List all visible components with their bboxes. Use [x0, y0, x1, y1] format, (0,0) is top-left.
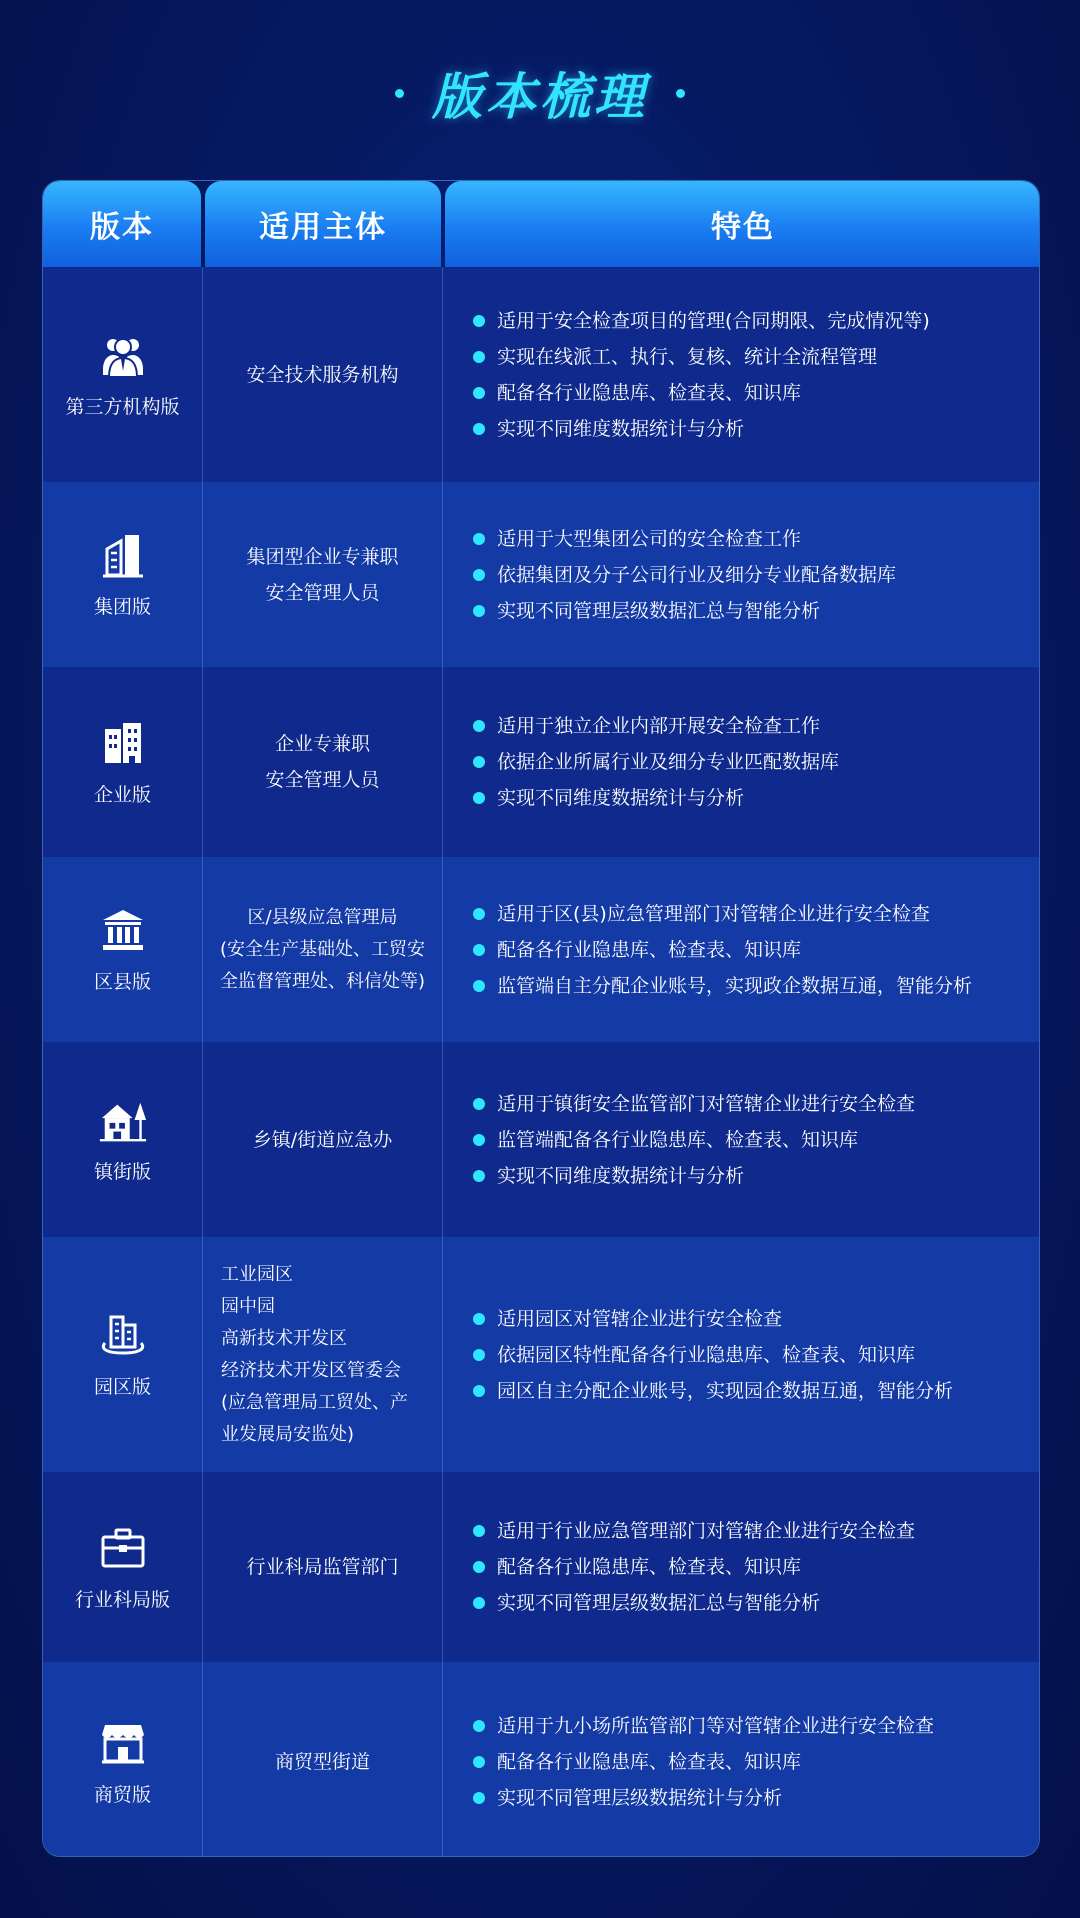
subject-line: 全监督管理处、科信处等) [219, 970, 426, 992]
feature-item [473, 521, 896, 557]
office-building-icon [98, 718, 148, 768]
subject-cell [203, 1237, 443, 1472]
features-list [473, 1513, 915, 1621]
title-dot-right [676, 89, 685, 98]
table-row [43, 1662, 1040, 1857]
features-cell [443, 1237, 1040, 1472]
subject-line: 行业科局监管部门 [246, 1556, 399, 1578]
feature-text: 实现不同管理层级数据汇总与智能分析 [497, 1592, 821, 1614]
version-name: 第三方机构版 [65, 396, 180, 418]
features-cell [443, 667, 1040, 857]
version-cell [43, 1237, 203, 1472]
feature-text: 配备各行业隐患库、检查表、知识库 [497, 381, 802, 404]
features-list [473, 896, 972, 1004]
feature-item [473, 1337, 953, 1373]
table-row [43, 482, 1040, 667]
feature-item [473, 1086, 915, 1122]
subject-line: (应急管理局工贸处、产 [221, 1391, 409, 1413]
bullet-dot-icon [473, 1720, 485, 1732]
table-row [43, 857, 1040, 1042]
subject-cell [203, 482, 443, 667]
features-cell [443, 1662, 1040, 1857]
table-row [43, 1237, 1040, 1472]
feature-text: 实现在线派工、执行、复核、统计全流程管理 [497, 345, 878, 368]
page-title: 版本梳理 [432, 68, 648, 126]
feature-text: 适用于九小场所监管部门等对管辖企业进行安全检查 [497, 1715, 935, 1737]
table-row [43, 667, 1040, 857]
feature-item [473, 1513, 915, 1549]
subject-line: 乡镇/街道应急办 [252, 1128, 393, 1151]
table-row [43, 1472, 1040, 1662]
subject-line: 高新技术开发区 [221, 1327, 347, 1349]
bullet-dot-icon [473, 1098, 485, 1110]
feature-text: 适用于区(县)应急管理部门对管辖企业进行安全检查 [497, 902, 930, 925]
bullet-dot-icon [473, 1385, 485, 1397]
feature-item [473, 744, 839, 780]
version-cell [43, 267, 203, 482]
feature-text: 适用于安全检查项目的管理(合同期限、完成情况等) [497, 309, 930, 332]
subject-cell [203, 1662, 443, 1857]
feature-text: 实现不同管理层级数据汇总与智能分析 [497, 599, 821, 622]
feature-text: 监管端自主分配企业账号，实现政企数据互通，智能分析 [497, 974, 973, 997]
bullet-dot-icon [473, 569, 485, 581]
features-cell [443, 267, 1040, 482]
version-cell [43, 482, 203, 667]
feature-item [473, 780, 839, 816]
feature-text: 适用园区对管辖企业进行安全检查 [497, 1307, 783, 1330]
feature-item [473, 339, 930, 375]
feature-item [473, 1158, 915, 1194]
features-cell [443, 482, 1040, 667]
features-list [473, 1086, 915, 1194]
bullet-dot-icon [473, 1170, 485, 1182]
subject-cell [203, 667, 443, 857]
bullet-dot-icon [473, 720, 485, 732]
version-table [42, 180, 1040, 1857]
feature-item [473, 557, 896, 593]
tower-building-icon [98, 530, 148, 580]
feature-text: 适用于大型集团公司的安全检查工作 [497, 527, 802, 550]
bullet-dot-icon [473, 423, 485, 435]
table-header [43, 181, 1040, 267]
version-cell [43, 667, 203, 857]
subject-line: 安全技术服务机构 [246, 363, 399, 386]
subject-cell [203, 267, 443, 482]
subject-line: 经济技术开发区管委会 [221, 1359, 401, 1381]
header-features: 特色 [445, 181, 1040, 267]
bullet-dot-icon [473, 1525, 485, 1537]
feature-text: 配备各行业隐患库、检查表、知识库 [497, 1556, 802, 1578]
feature-item [473, 1549, 915, 1585]
features-list [473, 303, 930, 447]
subject-cell [203, 1042, 443, 1237]
subject-cell [203, 857, 443, 1042]
bullet-dot-icon [473, 980, 485, 992]
version-cell [43, 1662, 203, 1857]
feature-item [473, 968, 972, 1004]
feature-item [473, 593, 896, 629]
table-row [43, 267, 1040, 482]
feature-item [473, 708, 839, 744]
subject-line: 业发展局安监处) [221, 1423, 355, 1445]
feature-item [473, 1780, 934, 1816]
feature-item [473, 411, 930, 447]
subject-line: 区/县级应急管理局 [247, 906, 398, 928]
bullet-dot-icon [473, 1561, 485, 1573]
subject-cell [203, 1472, 443, 1662]
feature-text: 园区自主分配企业账号，实现园企数据互通，智能分析 [497, 1379, 954, 1402]
feature-text: 适用于独立企业内部开展安全检查工作 [497, 715, 821, 737]
feature-item [473, 1373, 953, 1409]
header-version: 版本 [43, 181, 201, 267]
bullet-dot-icon [473, 315, 485, 327]
features-cell [443, 1472, 1040, 1662]
feature-text: 依据园区特性配备各行业隐患库、检查表、知识库 [497, 1343, 916, 1366]
version-cell [43, 1472, 203, 1662]
feature-item [473, 1708, 934, 1744]
bullet-dot-icon [473, 533, 485, 545]
version-name: 集团版 [93, 596, 151, 618]
feature-text: 适用于行业应急管理部门对管辖企业进行安全检查 [497, 1520, 916, 1542]
subject-line: 安全管理人员 [265, 769, 380, 791]
bullet-dot-icon [473, 1313, 485, 1325]
feature-text: 实现不同维度数据统计与分析 [497, 1164, 745, 1187]
subject-line: (安全生产基础处、工贸安 [219, 938, 426, 960]
feature-text: 适用于镇街安全监管部门对管辖企业进行安全检查 [497, 1092, 916, 1115]
subject-line: 安全管理人员 [265, 581, 380, 604]
bullet-dot-icon [473, 605, 485, 617]
bullet-dot-icon [473, 1134, 485, 1146]
version-name: 商贸版 [93, 1783, 151, 1806]
feature-text: 依据集团及分子公司行业及细分专业配备数据库 [497, 563, 897, 586]
subject-line: 园中园 [221, 1295, 275, 1317]
bullet-dot-icon [473, 387, 485, 399]
features-list [473, 1301, 953, 1409]
bullet-dot-icon [473, 944, 485, 956]
bullet-dot-icon [473, 1349, 485, 1361]
version-cell [43, 1042, 203, 1237]
features-cell [443, 857, 1040, 1042]
government-building-icon [98, 905, 148, 955]
bullet-dot-icon [473, 1756, 485, 1768]
version-name: 区县版 [93, 971, 151, 993]
features-list [473, 708, 839, 816]
feature-text: 配备各行业隐患库、检查表、知识库 [497, 938, 802, 961]
feature-item [473, 932, 972, 968]
bullet-dot-icon [473, 1792, 485, 1804]
bullet-dot-icon [473, 756, 485, 768]
feature-text: 依据企业所属行业及细分专业匹配数据库 [497, 751, 840, 773]
feature-text: 监管端配备各行业隐患库、检查表、知识库 [497, 1128, 859, 1151]
version-name: 园区版 [93, 1376, 151, 1398]
feature-item [473, 303, 930, 339]
feature-item [473, 1744, 934, 1780]
feature-item [473, 1301, 953, 1337]
features-list [473, 521, 896, 629]
feature-item [473, 375, 930, 411]
title-dot-left [395, 89, 404, 98]
subject-line: 企业专兼职 [274, 733, 370, 755]
table-row [43, 1042, 1040, 1237]
feature-item [473, 1122, 915, 1158]
bullet-dot-icon [473, 1597, 485, 1609]
subject-line: 集团型企业专兼职 [246, 545, 399, 568]
version-name: 企业版 [93, 783, 151, 806]
version-name: 镇街版 [93, 1161, 151, 1183]
bullet-dot-icon [473, 351, 485, 363]
features-cell [443, 1042, 1040, 1237]
table-body [43, 267, 1040, 1857]
page-title-area [0, 58, 1080, 128]
park-buildings-icon [98, 1310, 148, 1360]
feature-text: 实现不同管理层级数据统计与分析 [497, 1787, 783, 1809]
version-name: 行业科局版 [74, 1588, 170, 1611]
version-cell [43, 857, 203, 1042]
briefcase-icon [98, 1523, 148, 1573]
feature-text: 实现不同维度数据统计与分析 [497, 417, 745, 440]
features-list [473, 1708, 934, 1816]
bullet-dot-icon [473, 908, 485, 920]
bullet-dot-icon [473, 792, 485, 804]
subject-line: 商贸型街道 [274, 1751, 370, 1773]
people-icon [98, 330, 148, 380]
house-tree-icon [98, 1095, 148, 1145]
header-subject: 适用主体 [205, 181, 441, 267]
storefront-icon [98, 1718, 148, 1768]
subject-line: 工业园区 [221, 1263, 293, 1285]
feature-text: 实现不同维度数据统计与分析 [497, 787, 745, 809]
feature-item [473, 1585, 915, 1621]
feature-text: 配备各行业隐患库、检查表、知识库 [497, 1751, 802, 1773]
feature-item [473, 896, 972, 932]
